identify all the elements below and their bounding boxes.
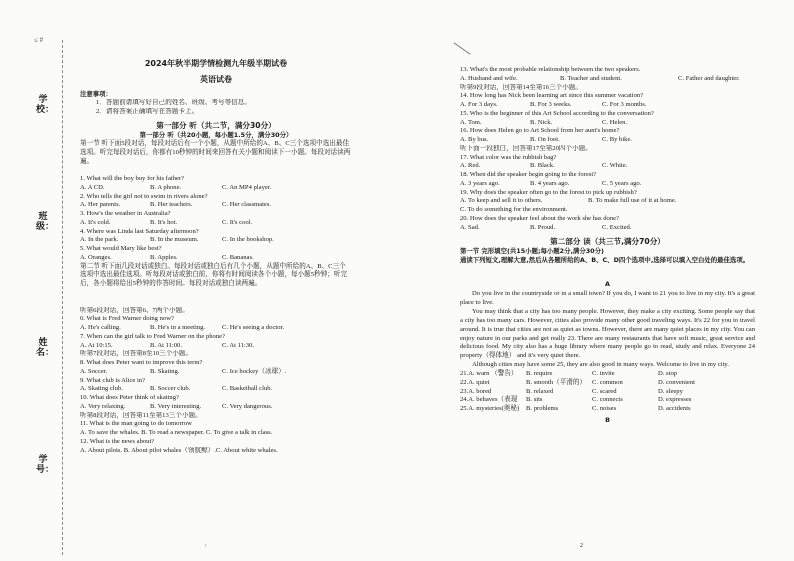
option: B. smooth（平滑的） — [526, 378, 587, 386]
question-11: 11. What is the man going to do tomorrow — [80, 420, 192, 428]
option: B. Proud. — [530, 223, 556, 231]
question-19: 19. Why does the speaker often go to the forest to pick up rubbish? — [460, 188, 637, 196]
option: B. For 3 weeks. — [530, 101, 572, 108]
option: B. In the museum. — [150, 236, 199, 244]
class-label: 班级： — [36, 212, 55, 232]
option: B. problems — [526, 405, 559, 413]
notice-2: 2．请将答案正确填写在答题卡上。 — [96, 107, 199, 115]
school-label: 学校： — [36, 95, 55, 115]
question-15: 15. Who is the beginner of this Art School according to the conversation? — [460, 109, 654, 117]
option: A. Tom. — [460, 118, 482, 126]
option: A. Oranges. — [80, 253, 112, 261]
option: C. For 3 months. — [602, 101, 647, 108]
option: C. Helen. — [602, 118, 628, 126]
option: A. For 3 days. — [460, 101, 498, 108]
monologue-instruction: 听下面一段独白，回答第17至第20四个小题。 — [460, 144, 592, 152]
question-15-options — [460, 119, 755, 128]
option: B. Apples. — [150, 253, 178, 261]
option: B. It's hot. — [150, 218, 178, 226]
question-16-options — [460, 136, 755, 145]
option: A. He's calling. — [80, 324, 121, 331]
option: A. To keep and sell it to others. — [460, 197, 543, 205]
option: 23.A. bored — [460, 387, 492, 395]
dialogue-6-instruction: 听第6段对话，回答第6、7两个小题。 — [80, 306, 189, 314]
question-7-options — [80, 342, 352, 351]
option: A. Skating club. — [80, 385, 123, 393]
part2-heading: 第二部分 读（共三节,满分70分） — [550, 237, 665, 247]
option: B. Very interesting. — [150, 402, 202, 410]
option: B. Soccer club. — [150, 385, 191, 393]
section1-heading: 第一部分 听（共20小题，每小题1.5分，满分30分） — [139, 131, 293, 140]
passage-paragraph-3: Although cities may have some 25, they are also good in many ways. Welcome to live in my city. — [472, 361, 729, 369]
question-11-options: A. To save the whales. B. To read a newspaper. C. To give a talk in class. — [80, 429, 273, 436]
binding-line — [62, 40, 63, 555]
option: B. 4 years ago. — [530, 179, 570, 187]
notice-heading: 注意事项： — [80, 90, 112, 98]
question-17: 17. What color was the rubbish bag? — [460, 153, 557, 161]
option: A. In the park. — [80, 236, 119, 244]
question-6-options — [80, 324, 352, 333]
question-14-options — [460, 101, 755, 110]
question-12-options: A. About pilots. B. About pilot whales（领航鲸）.C. About white whales. — [80, 446, 278, 454]
dialogue-7-instruction: 听第7段对话，回答第8至10三个小题。 — [80, 350, 193, 358]
dialogue-8-instruction: 听第8段对话，回答第11至第13三个小题。 — [80, 411, 202, 419]
question-12: 12. What is the news about? — [80, 437, 155, 445]
section1-intro: 第一节 听下面5段对话，每段对话后有一个小题，从题中所给的A、B、C三个选项中选出最佳选项。听完每段对话后，你都有10秒钟的时间来回答有关小题和阅读下一小题。每段对话读两遍。 — [80, 140, 351, 165]
corner-mark: ≤ # — [34, 36, 44, 44]
option: A. Sad. — [460, 223, 480, 231]
option: C. Father and daughter. — [678, 74, 740, 82]
question-24-options — [460, 396, 755, 405]
question-19-option-c: C. To do something for the environment. — [460, 206, 568, 213]
question-5-options — [80, 254, 352, 263]
option: A. Her parents. — [80, 201, 121, 209]
question-25-options — [460, 405, 755, 414]
question-20: 20. How does the speaker feel about the work she has done? — [460, 214, 619, 222]
option: A. Husband and wife. — [460, 74, 518, 82]
option: C. He's seeing a doctor. — [222, 324, 284, 331]
option: D. accidents — [658, 405, 691, 413]
option: A. Very relaxing. — [80, 402, 126, 410]
option: B. On foot. — [530, 136, 560, 143]
pen-stroke — [454, 42, 471, 54]
option: B. sits — [526, 396, 543, 404]
question-2: 2. Who tells the girl not to swim in rivers alone? — [80, 192, 208, 200]
question-5: 5. What would Mary like best? — [80, 245, 162, 252]
option: C. White. — [602, 162, 628, 170]
option: C. 5 years ago. — [602, 179, 642, 187]
option: A. By bus. — [460, 136, 489, 143]
question-8-options — [80, 368, 352, 377]
option: C. Ice hockey（冰球）. — [222, 367, 287, 375]
option: B. He's in a meeting. — [150, 324, 206, 331]
left-page-number: : — [205, 543, 207, 549]
option: D. sleepy — [658, 387, 683, 395]
option: B. Teacher and student. — [560, 74, 622, 82]
question-16: 16. How does Helen go to Art School from her aunt's home? — [460, 127, 620, 135]
question-13-options — [460, 75, 755, 84]
option: C. Bananas. — [222, 253, 254, 261]
option: B. relaxed — [526, 387, 554, 395]
question-1-options — [80, 184, 352, 193]
option: B. At 11:00. — [150, 341, 182, 349]
cloze-heading: 第一节 完形填空(共15小题;每小题2分,满分30分) — [460, 247, 604, 256]
name-label: 姓名： — [36, 338, 55, 358]
exam-subject: 英语试卷 — [200, 75, 232, 84]
option: B. Black. — [530, 162, 555, 170]
option: A. It's cold. — [80, 218, 111, 226]
option: A. 3 years ago. — [460, 179, 500, 187]
option: C. invite — [592, 370, 615, 378]
option: B. Nick. — [530, 118, 553, 126]
option: B. A phone. — [150, 183, 182, 191]
question-9-options — [80, 385, 352, 394]
option: C. common — [592, 378, 623, 386]
student-id-label: 学号： — [36, 455, 55, 475]
option: B. Her teachers. — [150, 201, 193, 209]
option: C. Her classmates. — [222, 201, 272, 209]
question-6: 6. What is Fred Warner doing now? — [80, 315, 174, 323]
question-4: 4. Where was Linda last Saturday afternoon? — [80, 227, 199, 235]
option: D. stop — [658, 370, 678, 378]
part1-heading: 第一部分 听（共二节，满分30分） — [156, 121, 276, 131]
option: B. To make full use of it at home. — [588, 197, 677, 205]
question-18-options — [460, 180, 755, 189]
option: C. In the bookshop. — [222, 236, 274, 244]
next-passage-label: B — [605, 415, 610, 424]
option: B. require — [526, 370, 553, 378]
right-page — [460, 66, 755, 426]
dialogue-9-instruction: 听第9段对话，回答第14至第16三个小题。 — [460, 83, 582, 91]
option: C. Basketball club. — [222, 385, 273, 393]
question-17-options — [460, 162, 755, 171]
question-14: 14. How long has Nick been learning art since this summer vacation? — [460, 92, 644, 100]
passage-paragraph-1: Do you live in the countryside or in a small town? If you do, I want to 21 you to live in my city. It's a great place to live. — [460, 290, 755, 306]
question-22-options — [460, 379, 755, 388]
option: A. Soccer. — [80, 367, 108, 375]
option: C. An MP4 player. — [222, 183, 272, 191]
option: C. scared — [592, 387, 617, 395]
question-8: 8. What does Peter want to improve this term? — [80, 359, 203, 366]
question-21-options — [460, 370, 755, 379]
passage-paragraph-2: You may think that a city has too many people. However, they make a city exciting. Some people say that a city has too many cars. However, cities also provide many other good traveling ways. It's 22 for you to travel around. It is true that cities are not as quiet as towns. However, there are many quiet places in my city. You can enjoy nature in our parks and get really 23. There are many restaurants that have soft music, great service and delicious food. My city also has a huge library where many people go to read, study and relax. Everyone 24 property（得体地） and it's very quiet there. — [460, 307, 755, 360]
exam-title: 2024年秋半期学情检测九年级半期试卷 — [144, 59, 288, 68]
question-4-options — [80, 236, 352, 245]
option: C. By bike. — [602, 136, 633, 143]
question-19-options-ab — [460, 197, 755, 206]
option: C. Very dangerous. — [222, 402, 273, 410]
question-9: 9. What club is Alice in? — [80, 376, 146, 384]
passage-label: A — [605, 280, 610, 288]
question-3-options — [80, 219, 352, 228]
question-1: 1. What will the boy buy for his father? — [80, 175, 185, 182]
option: A. At 10:15. — [80, 341, 113, 349]
right-page-number: 2 — [580, 543, 583, 549]
option: D. convenient — [658, 378, 695, 386]
question-10: 10. What does Peter think of skating? — [80, 394, 179, 401]
option: C. It's cool. — [222, 218, 253, 226]
option: C. noises — [592, 405, 617, 413]
question-3: 3. How's the weather in Australia? — [80, 210, 171, 217]
question-18: 18. When did the speaker begin going to the forest? — [460, 171, 597, 178]
option: C. Excited. — [602, 223, 632, 231]
question-7: 7. When can the girl talk to Fred Warner on the phone? — [80, 332, 225, 340]
section2-intro: 第二节 听下面几段对话或独白。每段对话或独白后有几个小题，从题中所给的A、B、C三个选项中选出最佳选项。听每段对话或独白前，你将有时间阅读各个小题，每小题5秒钟；听完后，各小题将给出5秒钟的作答时间。每段对话或独白读两遍。 — [80, 262, 348, 287]
question-20-options — [460, 224, 755, 233]
question-2-options — [80, 201, 352, 210]
option: A. Red. — [460, 162, 481, 170]
option: A. A CD. — [80, 183, 105, 191]
cloze-intro: 通读下列短文,理解大意,然后从各题所给的A、B、C、D四个选项中,选择可以填入空白处的最佳选项。 — [460, 256, 750, 264]
option: D. expresses — [658, 396, 692, 404]
left-page — [80, 58, 352, 455]
question-13: 13. What's the most probable relationship between the two speakers. — [460, 66, 641, 73]
option: C. At 11:30. — [222, 341, 254, 349]
option: 21.A. warn （警告） — [460, 370, 518, 378]
option: 22.A. quiet — [460, 378, 490, 386]
option: C. connects — [592, 396, 623, 404]
option: B. Skating. — [150, 367, 180, 375]
option: 24.A. behaves（表现 — [460, 396, 518, 404]
notice-1: 1．答题前请填写好自己的姓名、班级、考号等信息。 — [96, 98, 251, 106]
question-10-options — [80, 403, 352, 412]
option: 25.A. mysteries(奥秘) — [460, 405, 520, 413]
